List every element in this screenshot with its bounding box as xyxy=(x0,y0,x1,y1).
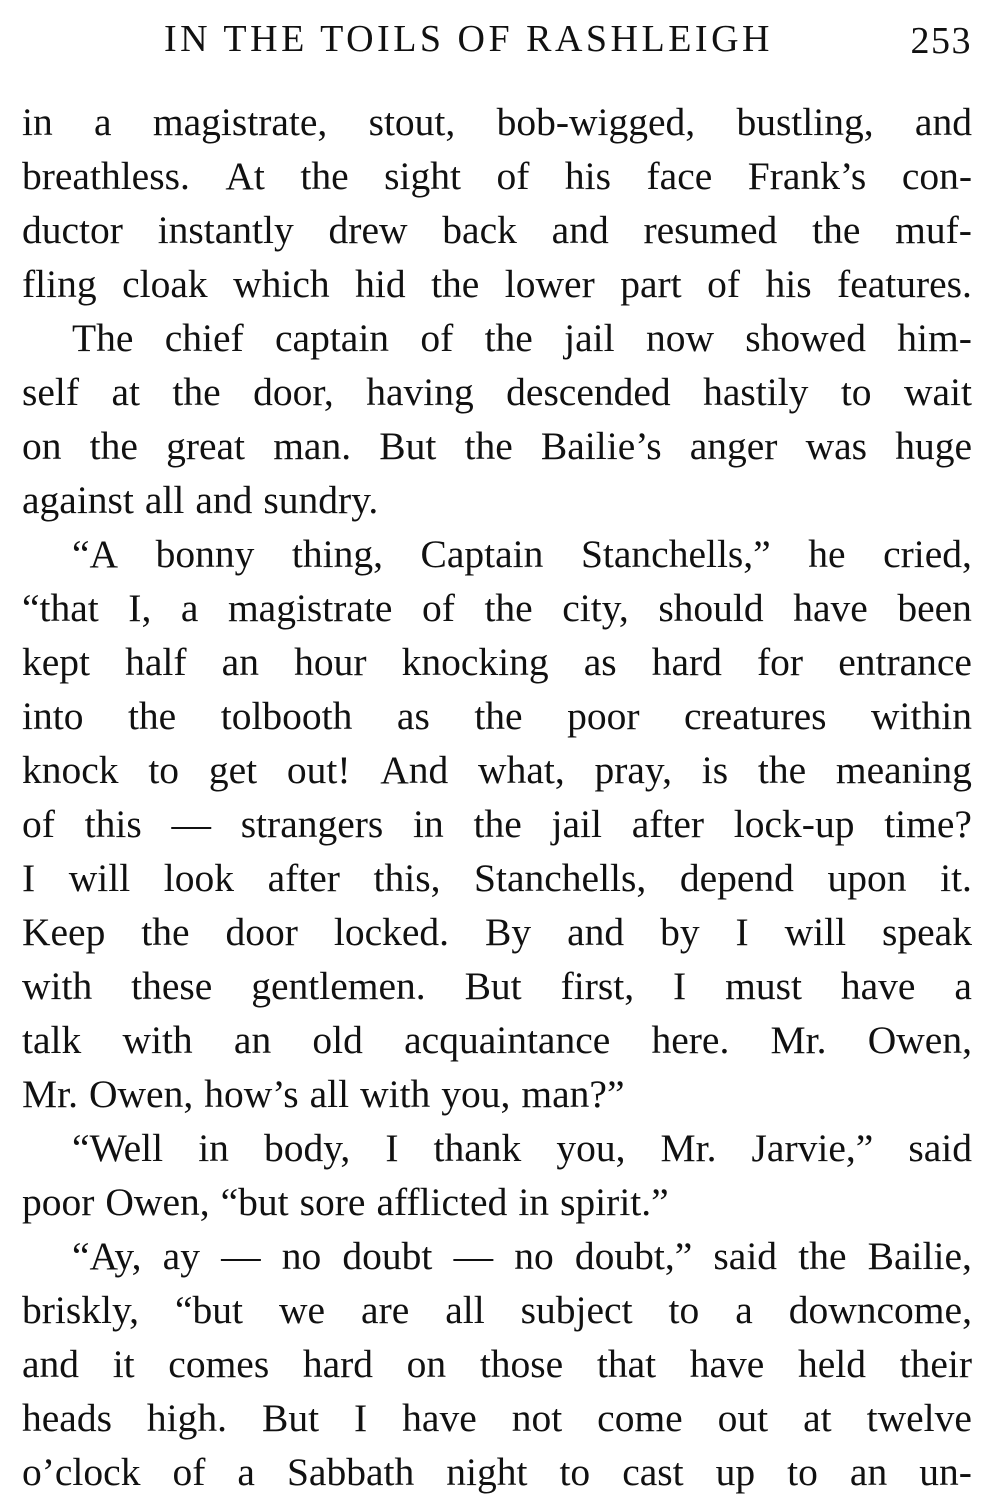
text-line: “that I, a magistrate of the city, should have been xyxy=(22,586,972,630)
text-line: I will look after this, Stanchells, depend upon it. xyxy=(22,856,972,900)
text-line: kept half an hour knocking as hard for entrance xyxy=(22,640,972,684)
text-line: in a magistrate, stout, bob-wigged, bustling, and xyxy=(22,100,972,144)
text-line: knock to get out! And what, pray, is the meaning xyxy=(22,748,972,792)
text-line: o’clock of a Sabbath night to cast up to an un- xyxy=(22,1450,972,1494)
text-line: self at the door, having descended hastily to wait xyxy=(22,370,972,414)
running-head xyxy=(22,14,972,64)
chapter-title: IN THE TOILS OF RASHLEIGH xyxy=(164,18,773,60)
text-line: The chief captain of the jail now showed him- xyxy=(72,316,972,360)
text-line: against all and sundry. xyxy=(22,478,379,522)
body-text xyxy=(22,95,972,1499)
page-number: 253 xyxy=(910,20,972,62)
text-line: fling cloak which hid the lower part of his features. xyxy=(22,262,972,306)
text-line: briskly, “but we are all subject to a downcome, xyxy=(22,1288,972,1332)
text-line: Keep the door locked. By and by I will speak xyxy=(22,910,972,954)
text-line: “A bonny thing, Captain Stanchells,” he cried, xyxy=(72,532,972,576)
text-line: “Well in body, I thank you, Mr. Jarvie,” said xyxy=(72,1126,972,1170)
text-line: Mr. Owen, how’s all with you, man?” xyxy=(22,1072,625,1116)
text-line: ductor instantly drew back and resumed the muf- xyxy=(22,208,972,252)
text-line: “Ay, ay — no doubt — no doubt,” said the Bailie, xyxy=(72,1234,972,1278)
text-line: with these gentlemen. But first, I must have a xyxy=(22,964,972,1008)
text-line: poor Owen, “but sore afflicted in spirit.” xyxy=(22,1180,669,1224)
text-line: and it comes hard on those that have held their xyxy=(22,1342,972,1386)
text-line: heads high. But I have not come out at twelve xyxy=(22,1396,972,1440)
text-line: on the great man. But the Bailie’s anger was huge xyxy=(22,424,972,468)
text-line: talk with an old acquaintance here. Mr. Owen, xyxy=(22,1018,972,1062)
text-line: of this — strangers in the jail after lock-up time? xyxy=(22,802,972,846)
text-line: breathless. At the sight of his face Frank’s con- xyxy=(22,154,972,198)
text-line: into the tolbooth as the poor creatures within xyxy=(22,694,972,738)
